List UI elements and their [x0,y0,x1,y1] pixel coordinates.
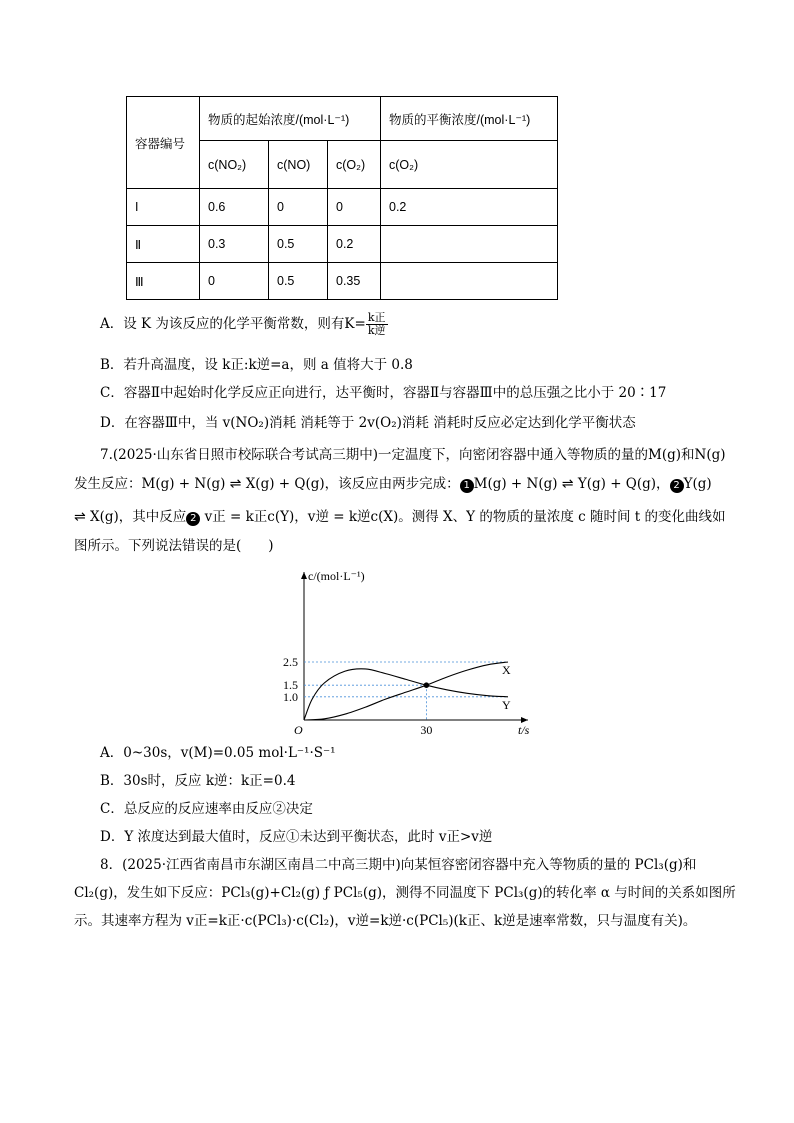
y-axis-title: c/(mol·L⁻¹) [308,569,365,583]
q7-line-3 [74,508,725,526]
q6-option-b: B．若升高温度，设 k正:k逆=a，则 a 值将大于 0.8 [100,357,413,373]
q8-line-3: 示。其速率方程为 v正=k正·c(PCl₃)·c(Cl₂)，v逆=k逆·c(PCl₅)(k正、k逆是速率常数，只与温度有关)。 [74,913,697,929]
q7-text: Y(g) + Q(g)， [573,476,670,492]
table-cell: 0 [200,263,269,300]
q7-option-d: D．Y 浓度达到最大值时，反应①未达到平衡状态，此时 v正>v逆 [100,829,493,845]
q7-option-c: C．总反应的反应速率由反应②决定 [100,801,313,817]
y-tick-label: 2.5 [283,655,298,669]
table-header-container: 容器编号 [127,97,200,189]
q7-text: Y(g) [683,476,712,492]
q7-text: M(g) + N(g) [473,476,562,492]
y-tick-label: 1.0 [283,689,298,704]
origin-label: O [294,723,303,737]
table-row [127,226,558,263]
intersection-point [424,682,430,688]
x-tick-label: 30 [420,723,433,737]
q7-text: v正 = k正c(Y)，v逆 = k逆c(X)。测得 X、Y 的物质的量浓度 c 随时间 t 的变化曲线如 [200,509,726,525]
q6-option-a [100,312,388,337]
table-subheader: c(O₂) [381,141,558,189]
table-subheader: c(NO₂) [200,141,269,189]
equilibrium-arrow-icon: ⇌ [561,476,574,492]
table-cell: Ⅱ [127,226,200,263]
fraction-denominator: k逆 [367,324,386,337]
table-cell [381,226,558,263]
table-cell: 0.2 [381,189,558,226]
y-axis-arrow-icon [301,572,307,579]
q8-line-1: 8．(2025·江西省南昌市东湖区南昌二中高三期中)向某恒容密闭容器中充入等物质的量的 PCl₃(g)和 [100,857,697,873]
circle-number-icon: 2 [186,512,200,526]
concentration-time-chart [270,562,550,742]
table-row [127,263,558,300]
circle-number-icon: 1 [460,479,474,493]
table-subheader: c(O₂) [328,141,381,189]
q7-line-4: 图所示。下列说法错误的是( ) [74,538,274,554]
table-cell: 0.5 [269,263,328,300]
table-cell: 0.5 [269,226,328,263]
q8-line-2: Cl₂(g)，发生如下反应：PCl₃(g)+Cl₂(g) ƒ PCl₅(g)，测得不同温度下 PCl₃(g)的转化率 α 与时间的关系如图所 [74,885,736,901]
q7-option-a: A．0~30s，v(M)=0.05 mol·L⁻¹·S⁻¹ [100,745,336,761]
q7-text: X(g) + Q(g)，该反应由两步完成： [241,476,460,492]
q7-text: 发生反应：M(g) + N(g) [74,476,230,492]
q6-fraction [366,312,388,337]
equilibrium-arrow-icon: ⇌ [229,476,242,492]
table-header-start: 物质的起始浓度/(mol·L⁻¹) [200,97,381,141]
table-header-eq: 物质的平衡浓度/(mol·L⁻¹) [381,97,558,141]
table-cell: 0 [328,189,381,226]
table-cell: 0.35 [328,263,381,300]
table-row [127,189,558,226]
table-cell: 0.6 [200,189,269,226]
chart-layer [283,569,530,737]
q6-option-d: D．在容器Ⅲ中，当 v(NO₂)消耗 消耗等于 2v(O₂)消耗 消耗时反应必定达到化学平衡状态 [100,415,636,431]
q7-option-b: B．30s时，反应 k逆：k正=0.4 [100,773,296,789]
q7-line-2 [74,475,712,493]
concentration-table [126,96,558,300]
q7-text: X(g)，其中反应 [85,509,187,525]
q6-option-c: C．容器Ⅱ中起始时化学反应正向进行，达平衡时，容器Ⅱ与容器Ⅲ中的总压强之比小于 20∶17 [100,385,667,401]
table-subheader: c(NO) [269,141,328,189]
table-cell [381,263,558,300]
table-cell: 0.3 [200,226,269,263]
circle-number-icon: 2 [670,479,684,493]
series-line-y [304,669,508,720]
q7-line-1: 7.(2025·山东省日照市校际联合考试高三期中)一定温度下，向密闭容器中通入等物质的量的M(g)和N(g) [100,447,726,463]
series-label-y: Y [502,697,511,712]
table-cell: 0 [269,189,328,226]
equilibrium-arrow-icon: ⇌ [74,509,86,525]
q6-option-a-text: A．设 K 为该反应的化学平衡常数，则有 [100,316,345,332]
table-cell: 0.2 [328,226,381,263]
y-tick-label: 1.5 [283,678,298,693]
x-axis-title: t/s [518,723,530,737]
fraction-numerator: k正 [367,311,386,324]
series-line-x [304,662,508,720]
q6-option-a-k: K= [344,316,366,332]
table-cell: I [127,189,200,226]
series-label-x: X [502,663,511,677]
table-cell: Ⅲ [127,263,200,300]
